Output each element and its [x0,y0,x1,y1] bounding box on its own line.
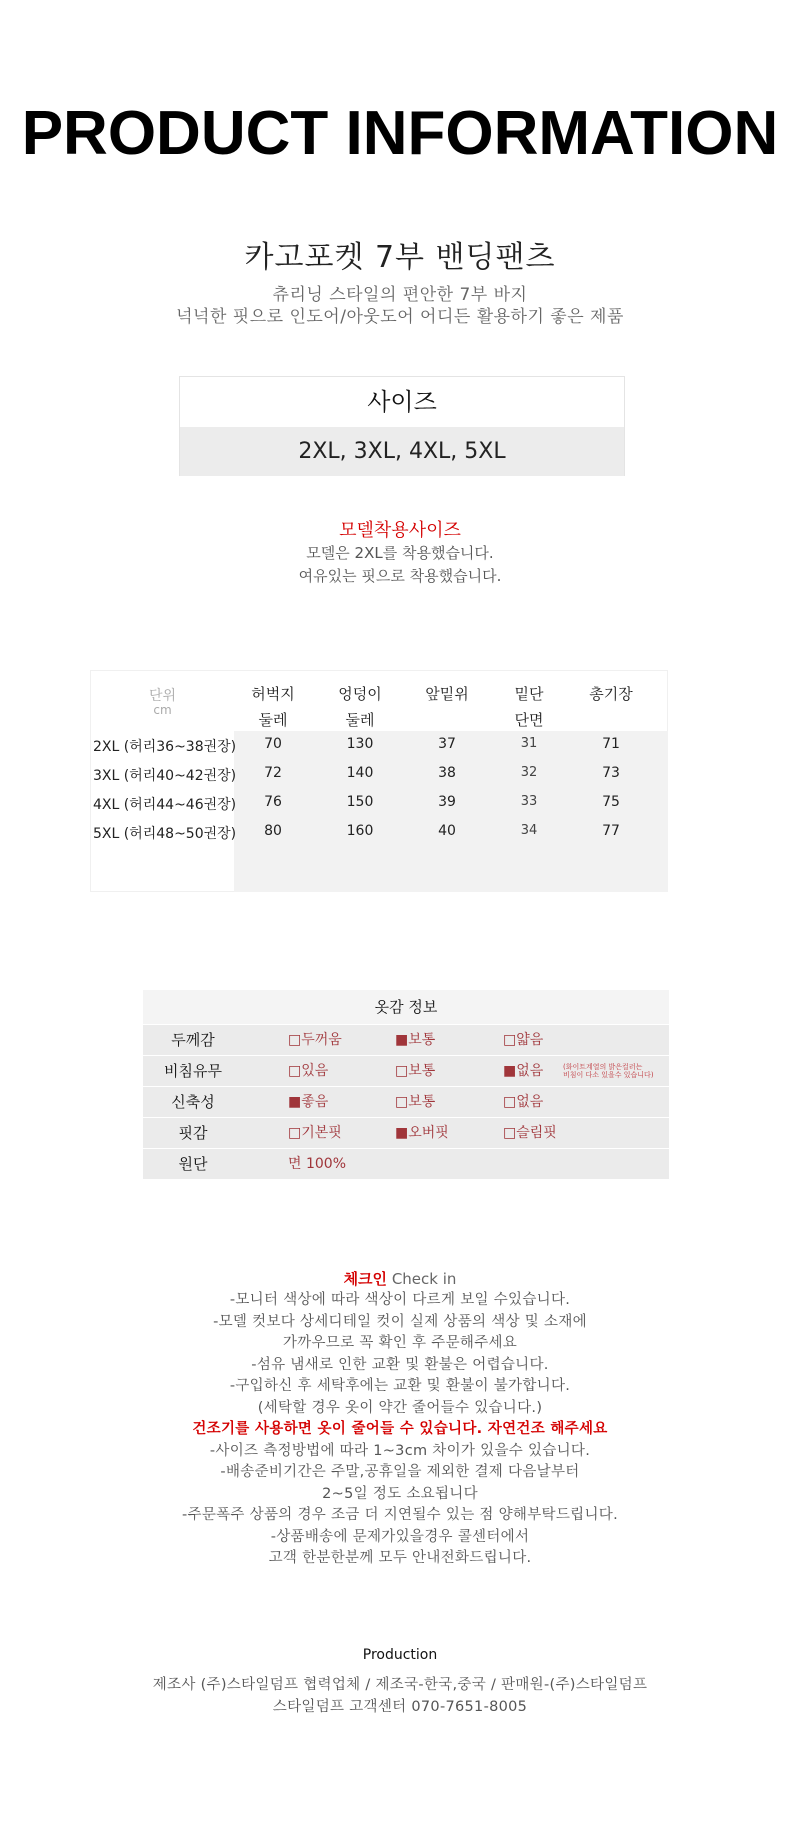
column-header: 허벅지 둘레 [251,685,295,729]
production-line: 제조사 (주)스타일덤프 협력업체 / 제조국-한국,중국 / 판매원-(주)스타일덤프 [152,1677,648,1693]
fabric-row [143,1087,669,1117]
table-cell: 75 [602,794,620,810]
check-in-line: 고객 한분한분께 모두 안내전화드립니다. [268,1550,532,1566]
product-description [0,284,800,328]
table-cell: 71 [602,736,620,752]
check-in-title-en: Check in [391,1270,457,1288]
size-value: 2XL, 3XL, 4XL, 5XL [180,427,624,476]
table-cell: 32 [520,765,538,780]
fabric-row [143,1025,669,1055]
fabric-row-label: 원단 [178,1155,208,1173]
fabric-option: □슬림핏 [503,1125,557,1141]
unit-label [91,671,234,731]
row-label: 4XL (허리44~46권장) [93,797,237,813]
fabric-info-title: 옷감 정보 [143,990,669,1024]
table-cell: 39 [438,794,456,810]
column-header: 총기장 [589,685,633,703]
table-cell: 130 [346,736,374,752]
fabric-option: 면 100% [288,1156,346,1172]
production-title: Production [362,1647,438,1663]
table-cell: 140 [346,765,374,781]
fabric-option: ■좋음 [288,1094,329,1110]
unit-label-text: 단위 [148,688,177,704]
model-desc-line: 모델은 2XL를 착용했습니다. [306,544,494,562]
fabric-row-label: 신축성 [171,1093,215,1111]
check-in-line: (세탁할 경우 옷이 약간 줄어들수 있습니다.) [257,1399,543,1416]
check-in-section [0,1268,800,1570]
fabric-option: ■보통 [395,1032,436,1048]
product-desc-line: 츄리닝 스타일의 편안한 7부 바지 [272,285,528,305]
product-desc-line: 넉넉한 핏으로 인도어/아웃도어 어디든 활용하기 좋은 제품 [176,307,624,327]
table-cell: 40 [438,823,456,839]
production-section [0,1645,800,1718]
fabric-option: ■없음 [503,1063,544,1079]
fabric-option: □기본핏 [288,1125,342,1141]
fabric-row-label: 비침유무 [164,1062,222,1080]
table-cell: 160 [346,823,374,839]
column-header: 밑단 단면 [514,685,544,729]
model-size-title: 모델착용사이즈 [339,520,461,541]
table-cell: 77 [602,823,620,839]
table-cell: 37 [438,736,456,752]
check-in-line: -배송준비기간은 주말,공휴일을 제외한 결제 다음날부터 [220,1464,580,1480]
fabric-row-label: 핏감 [178,1124,208,1142]
table-cell: 80 [264,823,282,839]
model-desc-line: 여유있는 핏으로 착용했습니다. [298,567,502,585]
size-label: 사이즈 [180,377,624,427]
check-in-line: 가까우므로 꼭 확인 후 주문해주세요 [282,1335,518,1351]
table-body-bg [234,731,668,892]
fabric-note-line: 비침이 다소 있을수 있습니다) [563,1071,654,1079]
fabric-option: □두꺼움 [288,1032,342,1048]
table-cell: 72 [264,765,282,781]
check-in-title-ko: 체크인 [343,1270,388,1288]
fabric-row [143,1118,669,1148]
row-label: 5XL (허리48~50권장) [93,826,237,842]
check-in-line: -사이즈 측정방법에 따라 1~3cm 차이가 있을수 있습니다. [209,1442,591,1459]
row-label: 2XL (허리36~38권장) [93,739,237,755]
fabric-row [143,1056,669,1086]
check-in-line: -주문폭주 상품의 경우 조금 더 지연될수 있는 점 양해부탁드립니다. [181,1507,618,1523]
fabric-row-label: 두께감 [171,1031,215,1049]
fabric-row [143,1149,669,1179]
fabric-option: ■오버핏 [395,1125,449,1141]
fabric-note-line: (화이트계열의 밝은컬러는 [563,1063,643,1071]
table-cell: 38 [438,765,456,781]
check-in-title [0,1268,800,1290]
check-in-line: -모델 컷보다 상세디테일 컷이 실제 상품의 색상 및 소재에 [213,1313,587,1330]
table-cell: 33 [520,794,538,809]
unit-cm: cm [153,703,172,717]
row-label: 3XL (허리40~42권장) [93,768,237,784]
model-size-description [0,542,800,588]
table-cell: 76 [264,794,282,810]
table-cell: 73 [602,765,620,781]
size-box [179,376,625,476]
check-in-line: -섬유 냄새로 인한 교환 및 환불은 어렵습니다. [251,1356,549,1373]
check-in-line: -상품배송에 문제가있을경우 콜센터에서 [270,1528,530,1545]
table-cell: 70 [264,736,282,752]
column-header: 앞밑위 [425,685,469,703]
column-header: 엉덩이 둘레 [338,685,382,729]
check-in-warning: 건조기를 사용하면 옷이 줄어들 수 있습니다. 자연건조 해주세요 [192,1421,608,1437]
table-cell: 150 [346,794,374,810]
fabric-option: □보통 [395,1094,436,1110]
table-cell: 31 [520,736,538,751]
check-in-line: 2~5일 정도 소요됩니다 [322,1485,478,1502]
fabric-note [563,1063,654,1079]
fabric-option: □있음 [288,1063,329,1079]
size-measurement-table [90,670,668,892]
fabric-info-table [143,990,669,1179]
check-in-line: -모니터 색상에 따라 색상이 다르게 보일 수있습니다. [229,1292,571,1308]
fabric-option: □없음 [503,1094,544,1110]
product-name: 카고포켓 7부 밴딩팬츠 [244,240,556,275]
fabric-option: □보통 [395,1063,436,1079]
table-cell: 34 [520,823,538,838]
production-line: 스타일덤프 고객센터 070-7651-8005 [272,1699,528,1715]
page-title: PRODUCT INFORMATION [21,99,779,168]
fabric-option: □얇음 [503,1032,544,1048]
check-in-line: -구입하신 후 세탁후에는 교환 및 환불이 불가합니다. [229,1378,571,1394]
